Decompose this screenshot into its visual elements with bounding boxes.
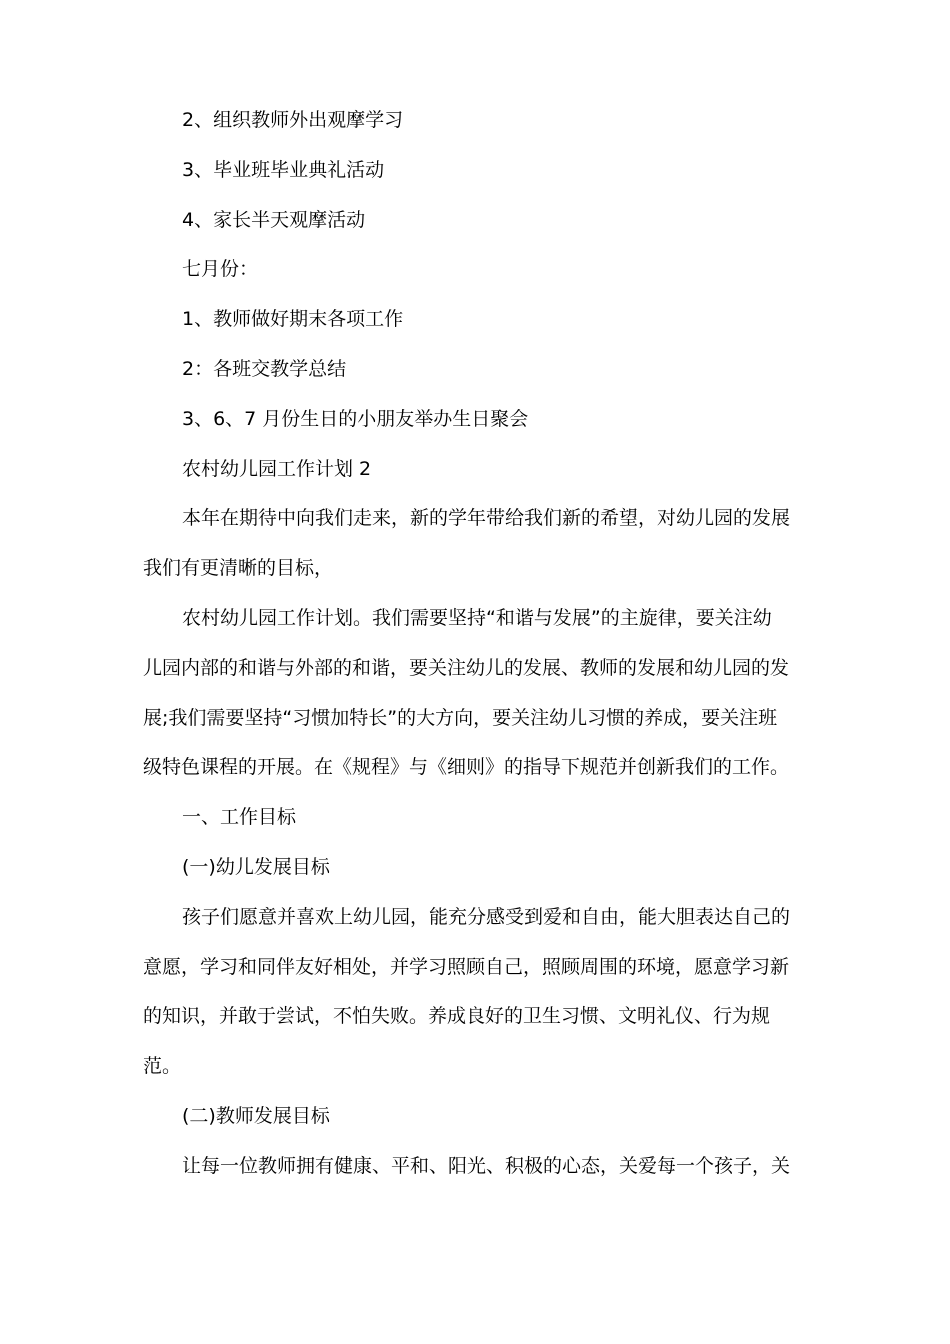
subsection-heading: (二)教师发展目标 (182, 1104, 330, 1127)
section-heading: 一、工作目标 (182, 806, 297, 829)
paragraph-line: 孩子们愿意并喜欢上幼儿园，能充分感受到爱和自由，能大胆表达自己的 (182, 905, 791, 928)
paragraph-line: 展;我们需要坚持“习惯加特长”的大方向，要关注幼儿习惯的养成，要关注班 (143, 706, 778, 729)
list-item: 4、家长半天观摩活动 (182, 208, 366, 231)
list-item: 2：各班交教学总结 (182, 357, 347, 380)
paragraph-line: 本年在期待中向我们走来，新的学年带给我们新的希望，对幼儿园的发展 (182, 507, 791, 530)
list-item: 3、6、7 月份生日的小朋友举办生日聚会 (182, 407, 529, 430)
list-item: 3、毕业班毕业典礼活动 (182, 158, 385, 181)
paragraph-line: 农村幼儿园工作计划。我们需要坚持“和谐与发展”的主旋律，要关注幼 (182, 606, 772, 629)
paragraph-line: 儿园内部的和谐与外部的和谐，要关注幼儿的发展、教师的发展和幼儿园的发 (143, 656, 790, 679)
document-body (143, 96, 805, 1192)
document-title: 农村幼儿园工作计划 2 (182, 457, 372, 480)
paragraph-line: 让每一位教师拥有健康、平和、阳光、积极的心态，关爱每一个孩子，关 (182, 1154, 791, 1177)
paragraph-line: 范。 (143, 1055, 182, 1078)
list-item: 1、教师做好期末各项工作 (182, 308, 404, 331)
subsection-heading: (一)幼儿发展目标 (182, 855, 330, 878)
paragraph-line: 的知识，并敢于尝试，不怕失败。养成良好的卫生习惯、文明礼仪、行为规 (143, 1005, 771, 1028)
list-item: 2、组织教师外出观摩学习 (182, 109, 404, 131)
paragraph-line: 意愿，学习和同伴友好相处，并学习照顾自己，照顾周围的环境，愿意学习新 (143, 955, 790, 978)
paragraph-line: 级特色课程的开展。在《规程》与《细则》的指导下规范并创新我们的工作。 (143, 756, 790, 779)
section-heading: 七月份： (182, 258, 259, 281)
paragraph-line: 我们有更清晰的目标， (143, 557, 334, 580)
